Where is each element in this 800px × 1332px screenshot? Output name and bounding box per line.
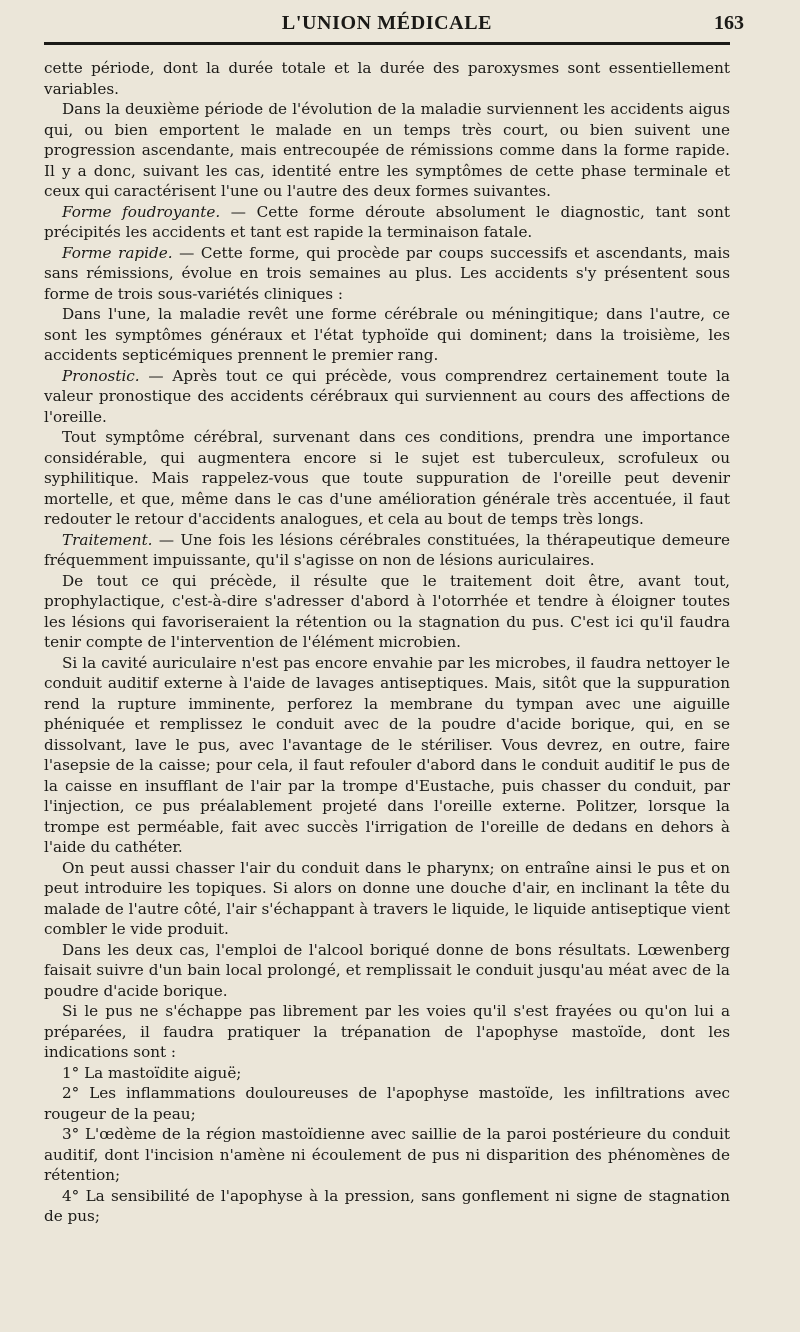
paragraph-forme-rapide (44, 243, 730, 305)
paragraph-cavite-auriculaire: Si la cavité auriculaire n'est pas encore envahie par les microbes, il faudra nettoyer le conduit auditif externe à l'aide de lavages antiseptiques. Mais, sitôt que la suppuration rend la rupture imminente, perforez la membrane du tympan avec une aiguille phéniquée et remplissez le conduit avec de la poudre d'acide borique, qui, en se dissolvant, lave le pus, avec l'avantage de le stériliser. Vous devrez, en outre, faire l'asepsie de la caisse; pour cela, il faut refouler d'abord dans le conduit auditif le pus de la caisse en insufflant de l'air par la trompe d'Eustache, puis chasser du conduit, par l'injection, ce pus préalablement projeté dans l'oreille externe. Politzer, lorsque la trompe est perméable, fait avec succès l'irrigation de l'oreille de dedans en dehors à l'aide du cathéter. (44, 653, 730, 856)
paragraph-pronostic (44, 366, 730, 428)
indication-item-1: 1° La mastoïdite aiguë; (62, 1063, 242, 1082)
paragraph-symptome-cerebral: Tout symptôme cérébral, survenant dans ces conditions, prendra une importance considérable, qui augmentera encore si le sujet est tuberculeux, scrofuleux ou syphilitique. Mais rappelez-vous que toute suppuration de l'oreille peut devenir mortelle, et que, même dans le cas d'une amélioration générale très accentuée, il faut redouter le retour d'accidents analogues, et cela au bout de temps très longs. (44, 428, 730, 528)
paragraph-prophylaxie: De tout ce qui précède, il résulte que le traitement doit être, avant tout, prophylactique, c'est-à-dire s'adresser d'abord à l'otorrhée et tendre à éloigner toutes les lésions qui favoriseraient la rétention ou la stagnation du pus. C'est ici qu'il faudra tenir compte de l'intervention de l'élément microbien. (44, 571, 730, 651)
paragraph-sous-varietes: Dans l'une, la maladie revêt une forme cérébrale ou méningitique; dans l'autre, ce sont les symptômes généraux et l'état typhoïde qui dominent; dans la troisième, les accidents septicémiques prennent le premier rang. (44, 305, 730, 364)
paragraph-text: — Cette forme déroute absolument le diagnostic, tant sont précipités les accidents et tant est rapide la terminaison fatale. (44, 202, 731, 241)
paragraph-text: — Cette forme, qui procède par coups successifs et ascendants, mais sans rémissions, évolue en trois semaines au plus. Les accidents s'y présentent sous forme de trois sous-variétés cliniques : (44, 243, 730, 303)
header-rule (44, 42, 730, 45)
paragraph-pharynx: On peut aussi chasser l'air du conduit dans le pharynx; on entraîne ainsi le pus et on peut introduire les topiques. Si alors on donne une douche d'air, en inclinant la tête du malade de l'autre côté, l'air s'échappant à travers le liquide, le liquide antiseptique vient combler le vide produit. (44, 858, 730, 938)
paragraph-text: — Après tout ce qui précède, vous comprendrez certainement toute la valeur pronostique des accidents cérébraux qui surviennent au cours des affections de l'oreille. (44, 366, 730, 426)
article-body (44, 58, 730, 1227)
paragraph-alcool-borique: Dans les deux cas, l'emploi de l'alcool boriqué donne de bons résultats. Lœwenberg faisait suivre d'un bain local prolongé, et remplissait le conduit jusqu'au méat avec de la poudre d'acide borique. (44, 940, 730, 1000)
indication-item-4: 4° La sensibilité de l'apophyse à la pression, sans gonflement ni signe de stagnation de pus; (44, 1186, 730, 1225)
indication-item-3: 3° L'œdème de la région mastoïdienne avec saillie de la paroi postérieure du conduit auditif, dont l'incision n'amène ni écoulement de pus ni disparition des phénomènes de rétention; (44, 1125, 730, 1184)
paragraph-traitement (44, 530, 730, 571)
paragraph-continuation: cette période, dont la durée totale et la durée des paroxysmes sont essentiellement variables. (44, 59, 730, 98)
paragraph-trepanation: Si le pus ne s'échappe pas librement par les voies qu'il s'est frayées ou qu'on lui a préparées, il faudra pratiquer la trépanation de l'apophyse mastoïde, dont les indications sont : (44, 1002, 730, 1061)
page-number: 163 (714, 12, 744, 34)
page-header (44, 10, 744, 44)
indication-item-2: 2° Les inflammations douloureuses de l'apophyse mastoïde, les infiltrations avec rougeur de la peau; (44, 1084, 730, 1123)
journal-title: L'UNION MÉDICALE (281, 12, 493, 34)
paragraph-forme-foudroyante (44, 202, 730, 243)
paragraph-text: — Une fois les lésions cérébrales constituées, la thérapeutique demeure fréquemment impuissante, qu'il s'agisse on non de lésions auriculaires. (44, 530, 730, 569)
section-label-forme-rapide: Forme rapide. (62, 243, 173, 262)
section-label-forme-foudroyante: Forme foudroyante. (62, 202, 221, 221)
section-label-traitement: Traitement. (62, 530, 153, 549)
section-label-pronostic: Pronostic. (62, 366, 140, 385)
paragraph-second-period: Dans la deuxième période de l'évolution de la maladie surviennent les accidents aigus qui, ou bien emportent le malade en un temps très court, ou bien suivent une progression ascendante, mais entrecoupée de rémissions comme dans la forme rapide. Il y a donc, suivant les cas, identité entre les symptômes de cette phase terminale et ceux qui caractérisent l'une ou l'autre des deux formes suivantes. (44, 100, 730, 200)
